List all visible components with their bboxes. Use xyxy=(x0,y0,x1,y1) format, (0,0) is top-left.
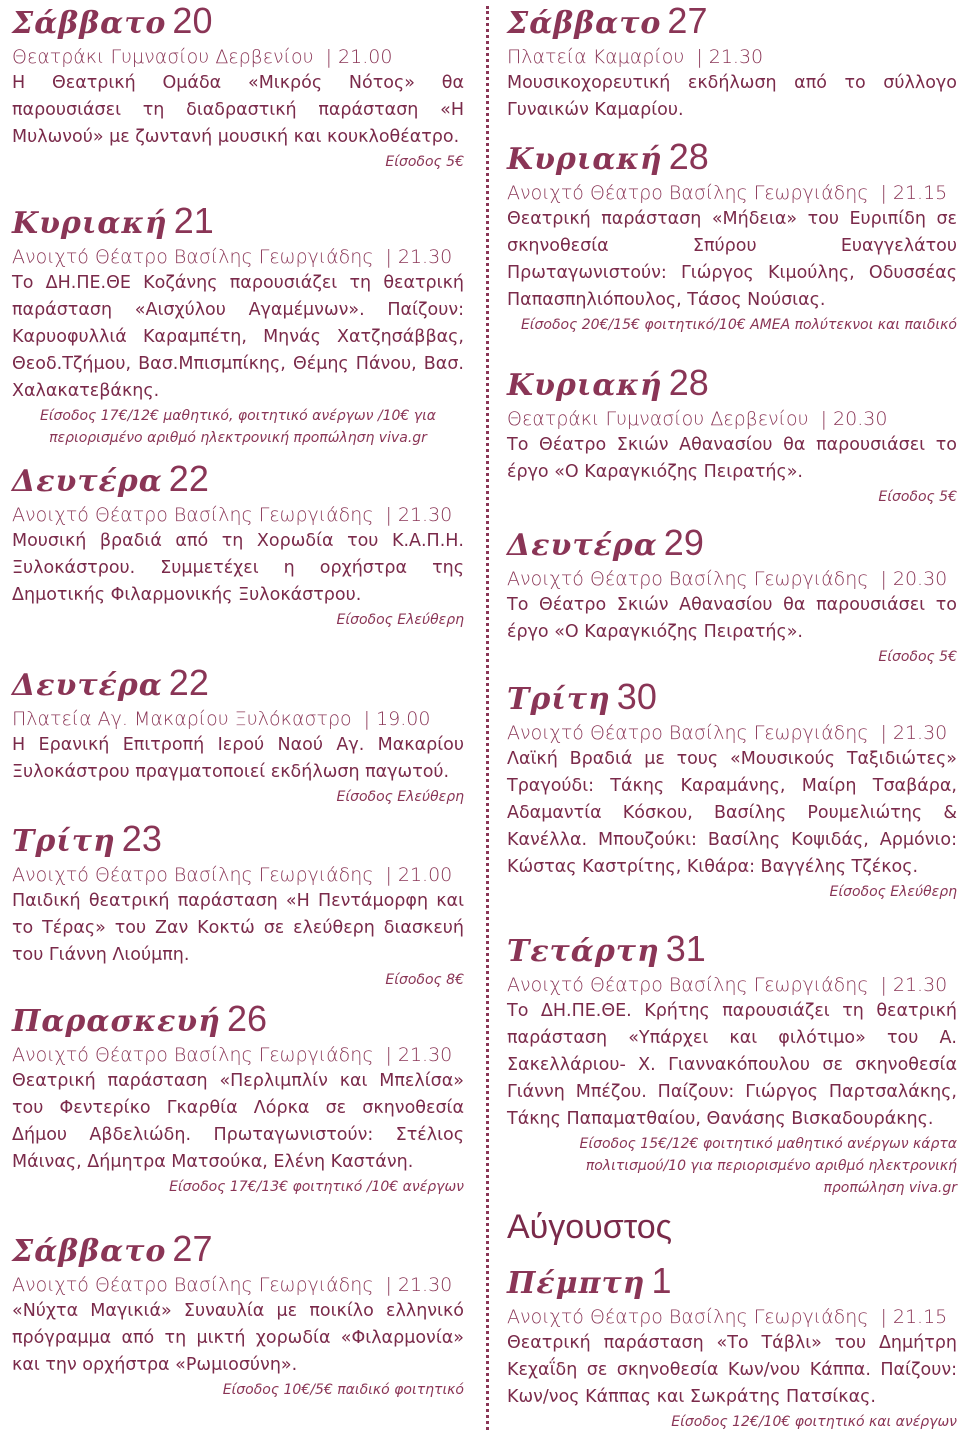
day-name: Σάββατο xyxy=(507,6,662,41)
description: Το Θέατρο Σκιών Αθανασίου θα παρουσιάσει το έργο «Ο Καραγκιόζης Πειρατής». xyxy=(507,435,957,482)
admission: Είσοδος 5€ xyxy=(878,489,957,505)
day-name: Τρίτη xyxy=(507,682,611,717)
venue: Πλατεία Καμαρίου xyxy=(507,46,685,68)
description: Η Ερανική Επιτροπή Ιερού Ναού Αγ. Μακαρίου Ξυλοκάστρου πραγματοποιεί εκδήλωση παγωτού. xyxy=(12,735,464,782)
time: 21.30 xyxy=(397,1044,453,1066)
description: Μουσική βραδιά από τη Χορωδία του Κ.Α.Π.Η. Ξυλοκάστρου. Συμμετέχει η ορχήστρα της Δημοτικής Φιλαρμονικής Ξυλοκάστρου. xyxy=(12,531,464,605)
venue: Θεατράκι Γυμνασίου Δερβενίου xyxy=(507,408,809,430)
admission: Είσοδος 5€ xyxy=(878,649,957,665)
venue: Ανοιχτό Θέατρο Βασίλης Γεωργιάδης xyxy=(12,1274,374,1296)
admission: Είσοδος Ελεύθερη xyxy=(336,789,464,805)
day-number: 22 xyxy=(168,458,209,499)
day-number: 20 xyxy=(172,0,213,41)
venue: Ανοιχτό Θέατρο Βασίλης Γεωργιάδης xyxy=(507,182,869,204)
event-sun-21: Κυριακή 21 Ανοιχτό Θέατρο Βασίλης Γεωργιάδης | 21.30 Το ΔΗ.ΠΕ.ΘΕ Κοζάνης παρουσιάζει τη θεατρική παράσταση «Αισχύλου Αγαμέμνων». Παίζουν: Καρυοφυλλιά Καραμπέτη, Μηνάς Χατζησάββας, Θεοδ.Τζήμου, Βασ.Μπισμπίκης, Θέμης Πάνου, Βασ. Χαλακατεβάκης. Είσοδος 17€/12€ μαθητικό, φοιτητικό ανέργων /10€ για περιορισμένο αριθμό ηλεκτρονική προπώληση viva.gr xyxy=(12,200,464,449)
admission: Είσοδος 15€/12€ φοιτητικό μαθητικό ανέργων κάρτα πολιτισμού/10 για περιορισμένο αριθμό ηλεκτρονική προπώληση viva.gr xyxy=(579,1136,957,1196)
admission: Είσοδος 20€/15€ φοιτητικό/10€ ΑΜΕΑ πολύτεκνοι και παιδικό xyxy=(520,317,957,333)
description: Μουσικοχορευτική εκδήλωση από το σύλλογο Γυναικών Καμαρίου. xyxy=(507,73,957,120)
time: 21.30 xyxy=(892,974,948,996)
description: Παιδική θεατρική παράσταση «Η Πεντάμορφη και το Τέρας» του Ζαν Κοκτώ σε ελεύθερη διασκευή του Γιάννη Λιούμπη. xyxy=(12,891,464,965)
event-sat-20: Σάββατο 20 Θεατράκι Γυμνασίου Δερβενίου | 21.00 Η Θεατρική Ομάδα «Μικρός Νότος» θα παρουσιάσει τη διαδραστική παράσταση «Η Μυλωνού» με ζωντανή μουσική και κουκλοθέατρο. Είσοδος 5€ xyxy=(12,0,464,173)
venue: Πλατεία Αγ. Μακαρίου Ξυλόκαστρο xyxy=(12,708,352,730)
day-number: 27 xyxy=(172,1228,213,1269)
day-number: 29 xyxy=(663,522,704,563)
day-name: Σάββατο xyxy=(12,6,167,41)
admission: Είσοδος Ελεύθερη xyxy=(336,612,464,628)
time: 21.30 xyxy=(397,246,453,268)
day-name: Πέμπτη xyxy=(507,1266,646,1301)
time: 21.00 xyxy=(397,864,453,886)
description: «Νύχτα Μαγικιά» Συναυλία με ποικίλο ελληνικό πρόγραμμα από τη μικτή χορωδία «Φιλαρμονία» και την ορχήστρα «Ρωμιοσύνη». xyxy=(12,1301,464,1375)
day-name: Παρασκευή xyxy=(12,1004,221,1039)
day-name: Κυριακή xyxy=(12,206,168,241)
event-tue-23: Τρίτη 23 Ανοιχτό Θέατρο Βασίλης Γεωργιάδης | 21.00 Παιδική θεατρική παράσταση «Η Πεντάμορφη και το Τέρας» του Ζαν Κοκτώ σε ελεύθερη διασκευή του Γιάννη Λιούμπη. Είσοδος 8€ xyxy=(12,818,464,991)
day-name: Τετάρτη xyxy=(507,934,660,969)
day-number: 22 xyxy=(168,662,209,703)
event-mon-22-b: Δευτέρα 22 Πλατεία Αγ. Μακαρίου Ξυλόκαστρο | 19.00 Η Ερανική Επιτροπή Ιερού Ναού Αγ. Μακαρίου Ξυλοκάστρου πραγματοποιεί εκδήλωση παγωτού. Είσοδος Ελεύθερη xyxy=(12,662,464,808)
day-name: Δευτέρα xyxy=(12,464,163,499)
day-number: 27 xyxy=(667,0,708,41)
day-number: 30 xyxy=(616,676,657,717)
event-mon-22-a: Δευτέρα 22 Ανοιχτό Θέατρο Βασίλης Γεωργιάδης | 21.30 Μουσική βραδιά από τη Χορωδία του Κ.Α.Π.Η. Ξυλοκάστρου. Συμμετέχει η ορχήστρα της Δημοτικής Φιλαρμονικής Ξυλοκάστρου. Είσοδος Ελεύθερη xyxy=(12,458,464,631)
month-heading: Αύγουστος xyxy=(507,1208,673,1246)
time: 21.30 xyxy=(397,1274,453,1296)
description: Λαϊκή Βραδιά με τους «Μουσικούς Ταξιδιώτες» Τραγούδι: Τάκης Καραμάνης, Μαίρη Τσαβάρα, Αδαμαντία Κόσκου, Βασίλης Ρουμελιώτης & Κανέλλα. Μπουζούκι: Βασίλης Κοψιδάς, Αρμόνιο: Κώστας Καστρίτης, Κιθάρα: Βαγγέλης Τζέκος. xyxy=(507,749,957,877)
admission: Είσοδος 17€/13€ φοιτητικό /10€ ανέργων xyxy=(169,1179,464,1195)
description: Η Θεατρική Ομάδα «Μικρός Νότος» θα παρουσιάσει τη διαδραστική παράσταση «Η Μυλωνού» με ζωντανή μουσική και κουκλοθέατρο. xyxy=(12,73,464,147)
day-name: Δευτέρα xyxy=(507,528,658,563)
admission: Είσοδος 8€ xyxy=(385,972,464,988)
time: 20.30 xyxy=(833,408,888,430)
venue: Ανοιχτό Θέατρο Βασίλης Γεωργιάδης xyxy=(507,722,869,744)
description: Θεατρική παράσταση «Περλιμπλίν και Μπελίσα» του Φεντερίκο Γκαρθία Λόρκα σε σκηνοθεσία Δήμου Αβδελιώδη. Πρωταγωνιστούν: Στέλιος Μάινας, Δήμητρα Ματσούκα, Ελένη Καστάνη. xyxy=(12,1071,464,1172)
event-wed-31: Τετάρτη 31 Ανοιχτό Θέατρο Βασίλης Γεωργιάδης | 21.30 Το ΔΗ.ΠΕ.ΘΕ. Κρήτης παρουσιάζει τη θεατρική παράσταση «Υπάρχει και φιλότιμο» του Α. Σακελλάριου- Χ. Γιαννακόπουλου σε σκηνοθεσία Γιάννη Μπέζου. Παίζουν: Γιώργος Παρτσαλάκης, Τάκης Παπαματθαίου, Θανάσης Βισκαδουράκης. Είσοδος 15€/12€ φοιτητικό μαθητικό ανέργων κάρτα πολιτισμού/10 για περιορισμένο αριθμό ηλεκτρονική προπώληση viva.gr xyxy=(507,928,957,1199)
event-sat-27: Σάββατο 27 Ανοιχτό Θέατρο Βασίλης Γεωργιάδης | 21.30 «Νύχτα Μαγικιά» Συναυλία με ποικίλο ελληνικό πρόγραμμα από τη μικτή χορωδία «Φιλαρμονία» και την ορχήστρα «Ρωμιοσύνη». Είσοδος 10€/5€ παιδικό φοιτητικό xyxy=(12,1228,464,1401)
event-sun-28-medea: Κυριακή 28 Ανοιχτό Θέατρο Βασίλης Γεωργιάδης | 21.15 Θεατρική παράσταση «Μήδεια» του Ευριπίδη σε σκηνοθεσία Σπύρου Ευαγγελάτου Πρωταγωνιστούν: Γιώργος Κιμούλης, Οδυσσέας Παπασπηλιόπουλος, Τάσος Νούσιας. Είσοδος 20€/15€ φοιτητικό/10€ ΑΜΕΑ πολύτεκνοι και παιδικό xyxy=(507,136,957,336)
time: 21.15 xyxy=(892,182,948,204)
time: 21.30 xyxy=(708,46,764,68)
day-name: Τρίτη xyxy=(12,824,116,859)
venue: Ανοιχτό Θέατρο Βασίλης Γεωργιάδης xyxy=(12,504,374,526)
time: 19.00 xyxy=(376,708,431,730)
venue: Ανοιχτό Θέατρο Βασίλης Γεωργιάδης xyxy=(507,568,869,590)
venue: Ανοιχτό Θέατρο Βασίλης Γεωργιάδης xyxy=(507,1306,869,1328)
event-sun-28-karagiozis: Κυριακή 28 Θεατράκι Γυμνασίου Δερβενίου | 20.30 Το Θέατρο Σκιών Αθανασίου θα παρουσιάσει το έργο «Ο Καραγκιόζης Πειρατής». Είσοδος 5€ xyxy=(507,362,957,508)
description: Το Θέατρο Σκιών Αθανασίου θα παρουσιάσει το έργο «Ο Καραγκιόζης Πειρατής». xyxy=(507,595,957,642)
day-name: Δευτέρα xyxy=(12,668,163,703)
day-number: 21 xyxy=(173,200,214,241)
time: 20.30 xyxy=(892,568,948,590)
day-number: 1 xyxy=(651,1260,672,1301)
event-tue-30: Τρίτη 30 Ανοιχτό Θέατρο Βασίλης Γεωργιάδης | 21.30 Λαϊκή Βραδιά με τους «Μουσικούς Ταξιδιώτες» Τραγούδι: Τάκης Καραμάνης, Μαίρη Τσαβάρα, Αδαμαντία Κόσκου, Βασίλης Ρουμελιώτης & Κανέλλα. Μπουζούκι: Βασίλης Κοψιδάς, Αρμόνιο: Κώστας Καστρίτης, Κιθάρα: Βαγγέλης Τζέκος. Είσοδος Ελεύθερη xyxy=(507,676,957,903)
event-fri-26: Παρασκευή 26 Ανοιχτό Θέατρο Βασίλης Γεωργιάδης | 21.30 Θεατρική παράσταση «Περλιμπλίν και Μπελίσα» του Φεντερίκο Γκαρθία Λόρκα σε σκηνοθεσία Δήμου Αβδελιώδη. Πρωταγωνιστούν: Στέλιος Μάινας, Δήμητρα Ματσούκα, Ελένη Καστάνη. Είσοδος 17€/13€ φοιτητικό /10€ ανέργων xyxy=(12,998,464,1198)
admission: Είσοδος 12€/10€ φοιτητικό και ανέργων xyxy=(671,1414,957,1430)
description: Το ΔΗ.ΠΕ.ΘΕ. Κρήτης παρουσιάζει τη θεατρική παράσταση «Υπάρχει και φιλότιμο» του Α. Σακελλάριου- Χ. Γιαννακόπουλου σε σκηνοθεσία Γιάννη Μπέζου. Παίζουν: Γιώργος Παρτσαλάκης, Τάκης Παπαματθαίου, Θανάσης Βισκαδουράκης. xyxy=(507,1001,957,1129)
venue: Ανοιχτό Θέατρο Βασίλης Γεωργιάδης xyxy=(12,864,374,886)
admission: Είσοδος 17€/12€ μαθητικό, φοιτητικό ανέργων /10€ για περιορισμένο αριθμό ηλεκτρονική προπώληση viva.gr xyxy=(39,408,437,446)
day-number: 31 xyxy=(665,928,706,969)
time: 21.30 xyxy=(892,722,948,744)
day-number: 26 xyxy=(226,998,267,1039)
day-number: 28 xyxy=(668,362,709,403)
admission: Είσοδος 5€ xyxy=(385,154,464,170)
day-name: Κυριακή xyxy=(507,142,663,177)
venue: Ανοιχτό Θέατρο Βασίλης Γεωργιάδης xyxy=(12,246,374,268)
time: 21.30 xyxy=(397,504,453,526)
admission: Είσοδος Ελεύθερη xyxy=(829,884,957,900)
column-divider xyxy=(486,6,489,1430)
venue: Θεατράκι Γυμνασίου Δερβενίου xyxy=(12,46,314,68)
description: Θεατρική παράσταση «Το Τάβλι» του Δημήτρη Κεχαΐδη σε σκηνοθεσία Κων/νου Κάππα. Παίζουν: Κων/νος Κάππας και Σωκράτης Πατσίκας. xyxy=(507,1333,957,1407)
description: Θεατρική παράσταση «Μήδεια» του Ευριπίδη σε σκηνοθεσία Σπύρου Ευαγγελάτου Πρωταγωνιστούν: Γιώργος Κιμούλης, Οδυσσέας Παπασπηλιόπουλος, Τάσος Νούσιας. xyxy=(507,209,957,310)
description: Το ΔΗ.ΠΕ.ΘΕ Κοζάνης παρουσιάζει τη θεατρική παράσταση «Αισχύλου Αγαμέμνων». Παίζουν: Καρυοφυλλιά Καραμπέτη, Μηνάς Χατζησάββας, Θεοδ.Τζήμου, Βασ.Μπισμπίκης, Θέμης Πάνου, Βασ. Χαλακατεβάκης. xyxy=(12,273,464,401)
event-sat-27-kamari: Σάββατο 27 Πλατεία Καμαρίου | 21.30 Μουσικοχορευτική εκδήλωση από το σύλλογο Γυναικών Καμαρίου. xyxy=(507,0,957,124)
day-number: 23 xyxy=(121,818,162,859)
event-mon-29: Δευτέρα 29 Ανοιχτό Θέατρο Βασίλης Γεωργιάδης | 20.30 Το Θέατρο Σκιών Αθανασίου θα παρουσιάσει το έργο «Ο Καραγκιόζης Πειρατής». Είσοδος 5€ xyxy=(507,522,957,668)
day-name: Κυριακή xyxy=(507,368,663,403)
time: 21.00 xyxy=(338,46,393,68)
day-name: Σάββατο xyxy=(12,1234,167,1269)
time: 21.15 xyxy=(892,1306,948,1328)
venue: Ανοιχτό Θέατρο Βασίλης Γεωργιάδης xyxy=(12,1044,374,1066)
admission: Είσοδος 10€/5€ παιδικό φοιτητικό xyxy=(222,1382,464,1398)
day-number: 28 xyxy=(668,136,709,177)
event-thu-1: Πέμπτη 1 Ανοιχτό Θέατρο Βασίλης Γεωργιάδης | 21.15 Θεατρική παράσταση «Το Τάβλι» του Δημήτρη Κεχαΐδη σε σκηνοθεσία Κων/νου Κάππα. Παίζουν: Κων/νος Κάππας και Σωκράτης Πατσίκας. Είσοδος 12€/10€ φοιτητικό και ανέργων xyxy=(507,1260,957,1433)
venue: Ανοιχτό Θέατρο Βασίλης Γεωργιάδης xyxy=(507,974,869,996)
